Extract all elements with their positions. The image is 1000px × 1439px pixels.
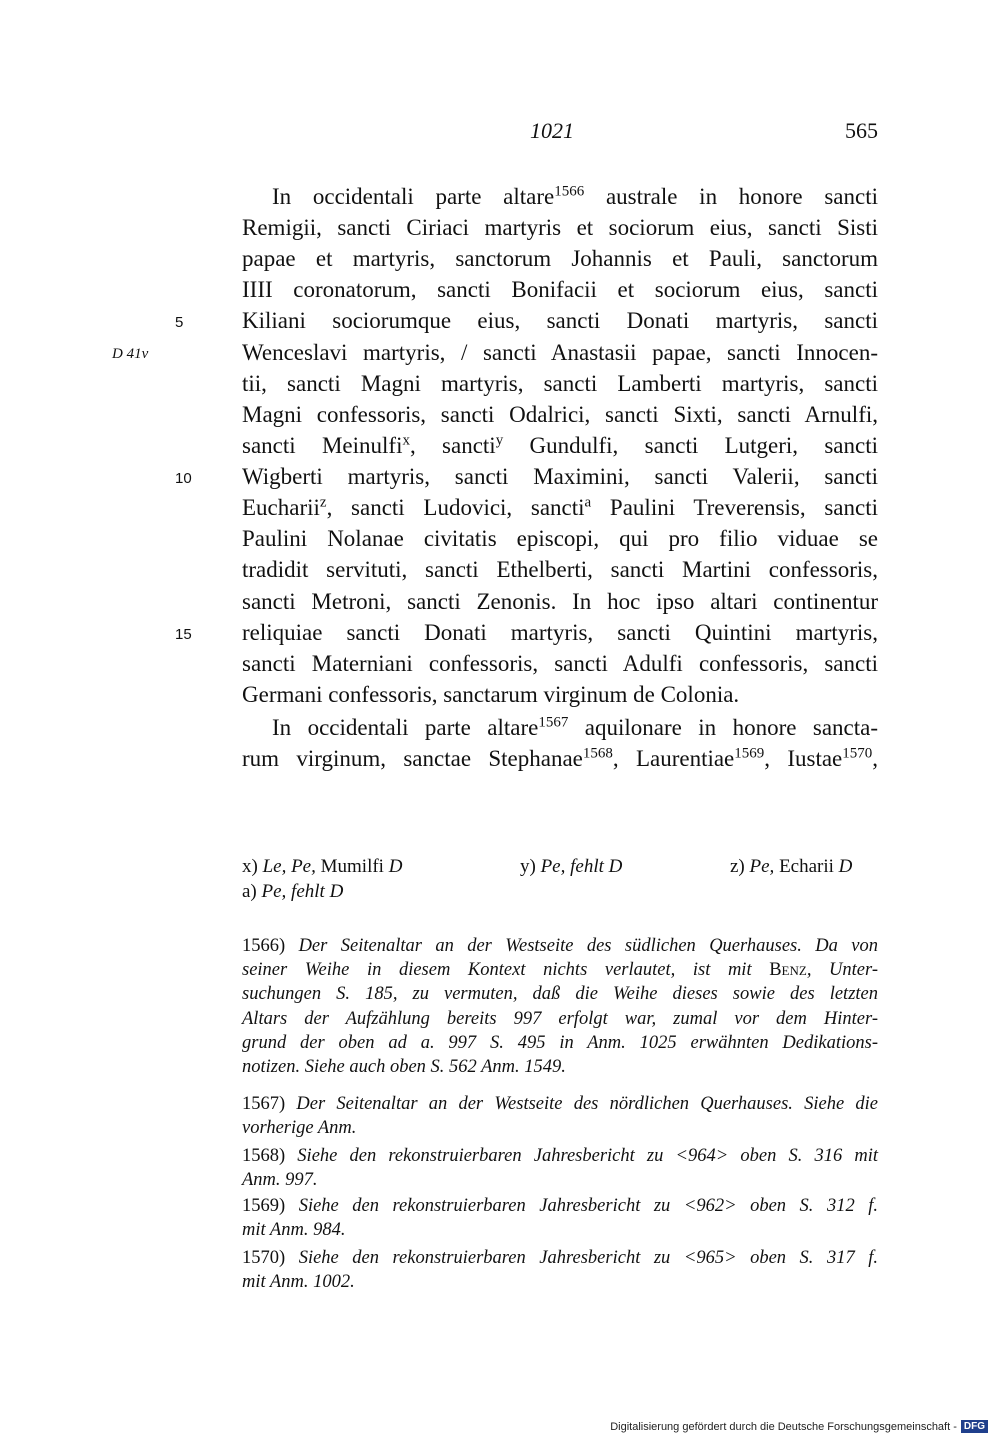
footnote-1566-line-4: Altars der Aufzählung bereits 997 erfolgt war, zumal vor dem Hinter- [242, 1009, 878, 1029]
text-line-13: tradidit servituti, sancti Ethelberti, sancti Martini confessoris, [242, 557, 878, 582]
text-line-3: papae et martyris, sanctorum Johannis et Pauli, sanctorum [242, 246, 878, 271]
text-line-16: sancti Materniani confessoris, sancti Adulfi confessoris, sancti [242, 651, 878, 676]
critical-note-y: y) Pe, fehlt D [520, 856, 623, 877]
text-line-1: In occidentali parte altare$^{1566}$ australe in honore sancti [272, 183, 879, 209]
footnote-1567-line-2: vorherige Anm. [242, 1118, 357, 1138]
text-line-6: Wenceslavi martyris, / sancti Anastasii papae, sancti Innocen- [242, 340, 878, 365]
footnote-1569-line-2: mit Anm. 984. [242, 1220, 346, 1240]
line-number-5: 5 [175, 314, 184, 331]
footnote-1569-line-1: 1569) Siehe den rekonstruierbaren Jahresbericht zu <962> oben S. 312 f. [242, 1196, 878, 1216]
apparatus-ref-z: z [319, 494, 327, 511]
running-head-year: 1021 [530, 118, 574, 143]
text-line-19: rum virginum, sanctae Stephanae$^{1568}$, Laurentiae$^{1569}$, Iustae$^{1570}$, [242, 745, 879, 771]
text-line-10: Wigberti martyris, sancti Maximini, sancti Valerii, sancti [242, 464, 878, 489]
footnote-1568-line-2: Anm. 997. [242, 1170, 318, 1190]
critical-note-z: z) Pe, Echarii D [730, 856, 853, 877]
text-line-7: tii, sancti Magni martyris, sancti Lamberti martyris, sancti [242, 371, 878, 396]
footnote-1566-line-2: seiner Weihe in diesem Kontext nichts verlautet, ist mit Benz, Unter- [242, 960, 878, 980]
footnote-1570-line-1: 1570) Siehe den rekonstruierbaren Jahresbericht zu <965> oben S. 317 f. [242, 1248, 878, 1268]
text-line-2: Remigii, sancti Ciriaci martyris et sociorum eius, sancti Sisti [242, 215, 878, 240]
critical-note-a: a) Pe, fehlt D [242, 881, 344, 902]
apparatus-ref-x: x [402, 432, 410, 449]
text-line-12: Paulini Nolanae civitatis episcopi, qui pro filio viduae se [242, 526, 878, 551]
footnote-1570-line-2: mit Anm. 1002. [242, 1272, 355, 1292]
text-line-9: sancti Meinulfi$^x$, sancti$^y$ Gundulfi, sancti Lutgeri, sancti [242, 432, 879, 458]
text-line-15: reliquiae sancti Donati martyris, sancti Quintini martyris, [242, 620, 878, 645]
folio-reference: D 41v [112, 346, 149, 362]
funding-credit-text: Digitalisierung gefördert durch die Deutsche Forschungsgemeinschaft - [610, 1420, 957, 1433]
footnote-1566-line-1: 1566) Der Seitenaltar an der Westseite des südlichen Querhauses. Da von [242, 936, 878, 956]
line-number-15: 15 [175, 626, 192, 643]
footnote-1567-line-1: 1567) Der Seitenaltar an der Westseite des nördlichen Querhauses. Siehe die [242, 1094, 878, 1114]
text-line-4: IIII coronatorum, sancti Bonifacii et sociorum eius, sancti [242, 277, 878, 302]
footnote-ref-1567: 1567 [538, 714, 569, 731]
footnote-1568-line-1: 1568) Siehe den rekonstruierbaren Jahresbericht zu <964> oben S. 316 mit [242, 1146, 878, 1166]
funding-credit [610, 1420, 988, 1433]
text-line-18: In occidentali parte altare$^{1567}$ aquilonare in honore sancta- [272, 714, 878, 740]
footnote-1566-line-6: notizen. Siehe auch oben S. 562 Anm. 1549. [242, 1057, 566, 1077]
line-number-10: 10 [175, 470, 192, 487]
footnote-ref-1570: 1570 [842, 745, 873, 762]
dfg-logo: DFG [961, 1420, 988, 1433]
footnote-1566-line-3: suchungen S. 185, zu vermuten, daß die Weihe dieses sowie des letzten [242, 984, 878, 1004]
text-line-14: sancti Metroni, sancti Zenonis. In hoc ipso altari continentur [242, 589, 878, 614]
footnote-ref-1569: 1569 [734, 745, 765, 762]
apparatus-ref-a: a [584, 494, 592, 511]
apparatus-ref-y: y [495, 432, 504, 449]
footnote-ref-1566: 1566 [554, 183, 585, 200]
footnote-ref-1568: 1568 [582, 745, 613, 762]
page-number: 565 [845, 118, 878, 143]
critical-note-x: x) Le, Pe, Mumilfi D [242, 856, 403, 877]
text-line-8: Magni confessoris, sancti Odalrici, sancti Sixti, sancti Arnulfi, [242, 402, 878, 427]
text-line-11: Eucharii$^z$, sancti Ludovici, sancti$^a$ Paulini Treverensis, sancti [242, 494, 878, 520]
text-line-17: Germani confessoris, sanctarum virginum de Colonia. [242, 682, 740, 707]
footnote-1566-line-5: grund der oben ad a. 997 S. 495 in Anm. 1025 erwähnten Dedikations- [242, 1033, 878, 1053]
text-line-5: Kiliani sociorumque eius, sancti Donati martyris, sancti [242, 308, 878, 333]
